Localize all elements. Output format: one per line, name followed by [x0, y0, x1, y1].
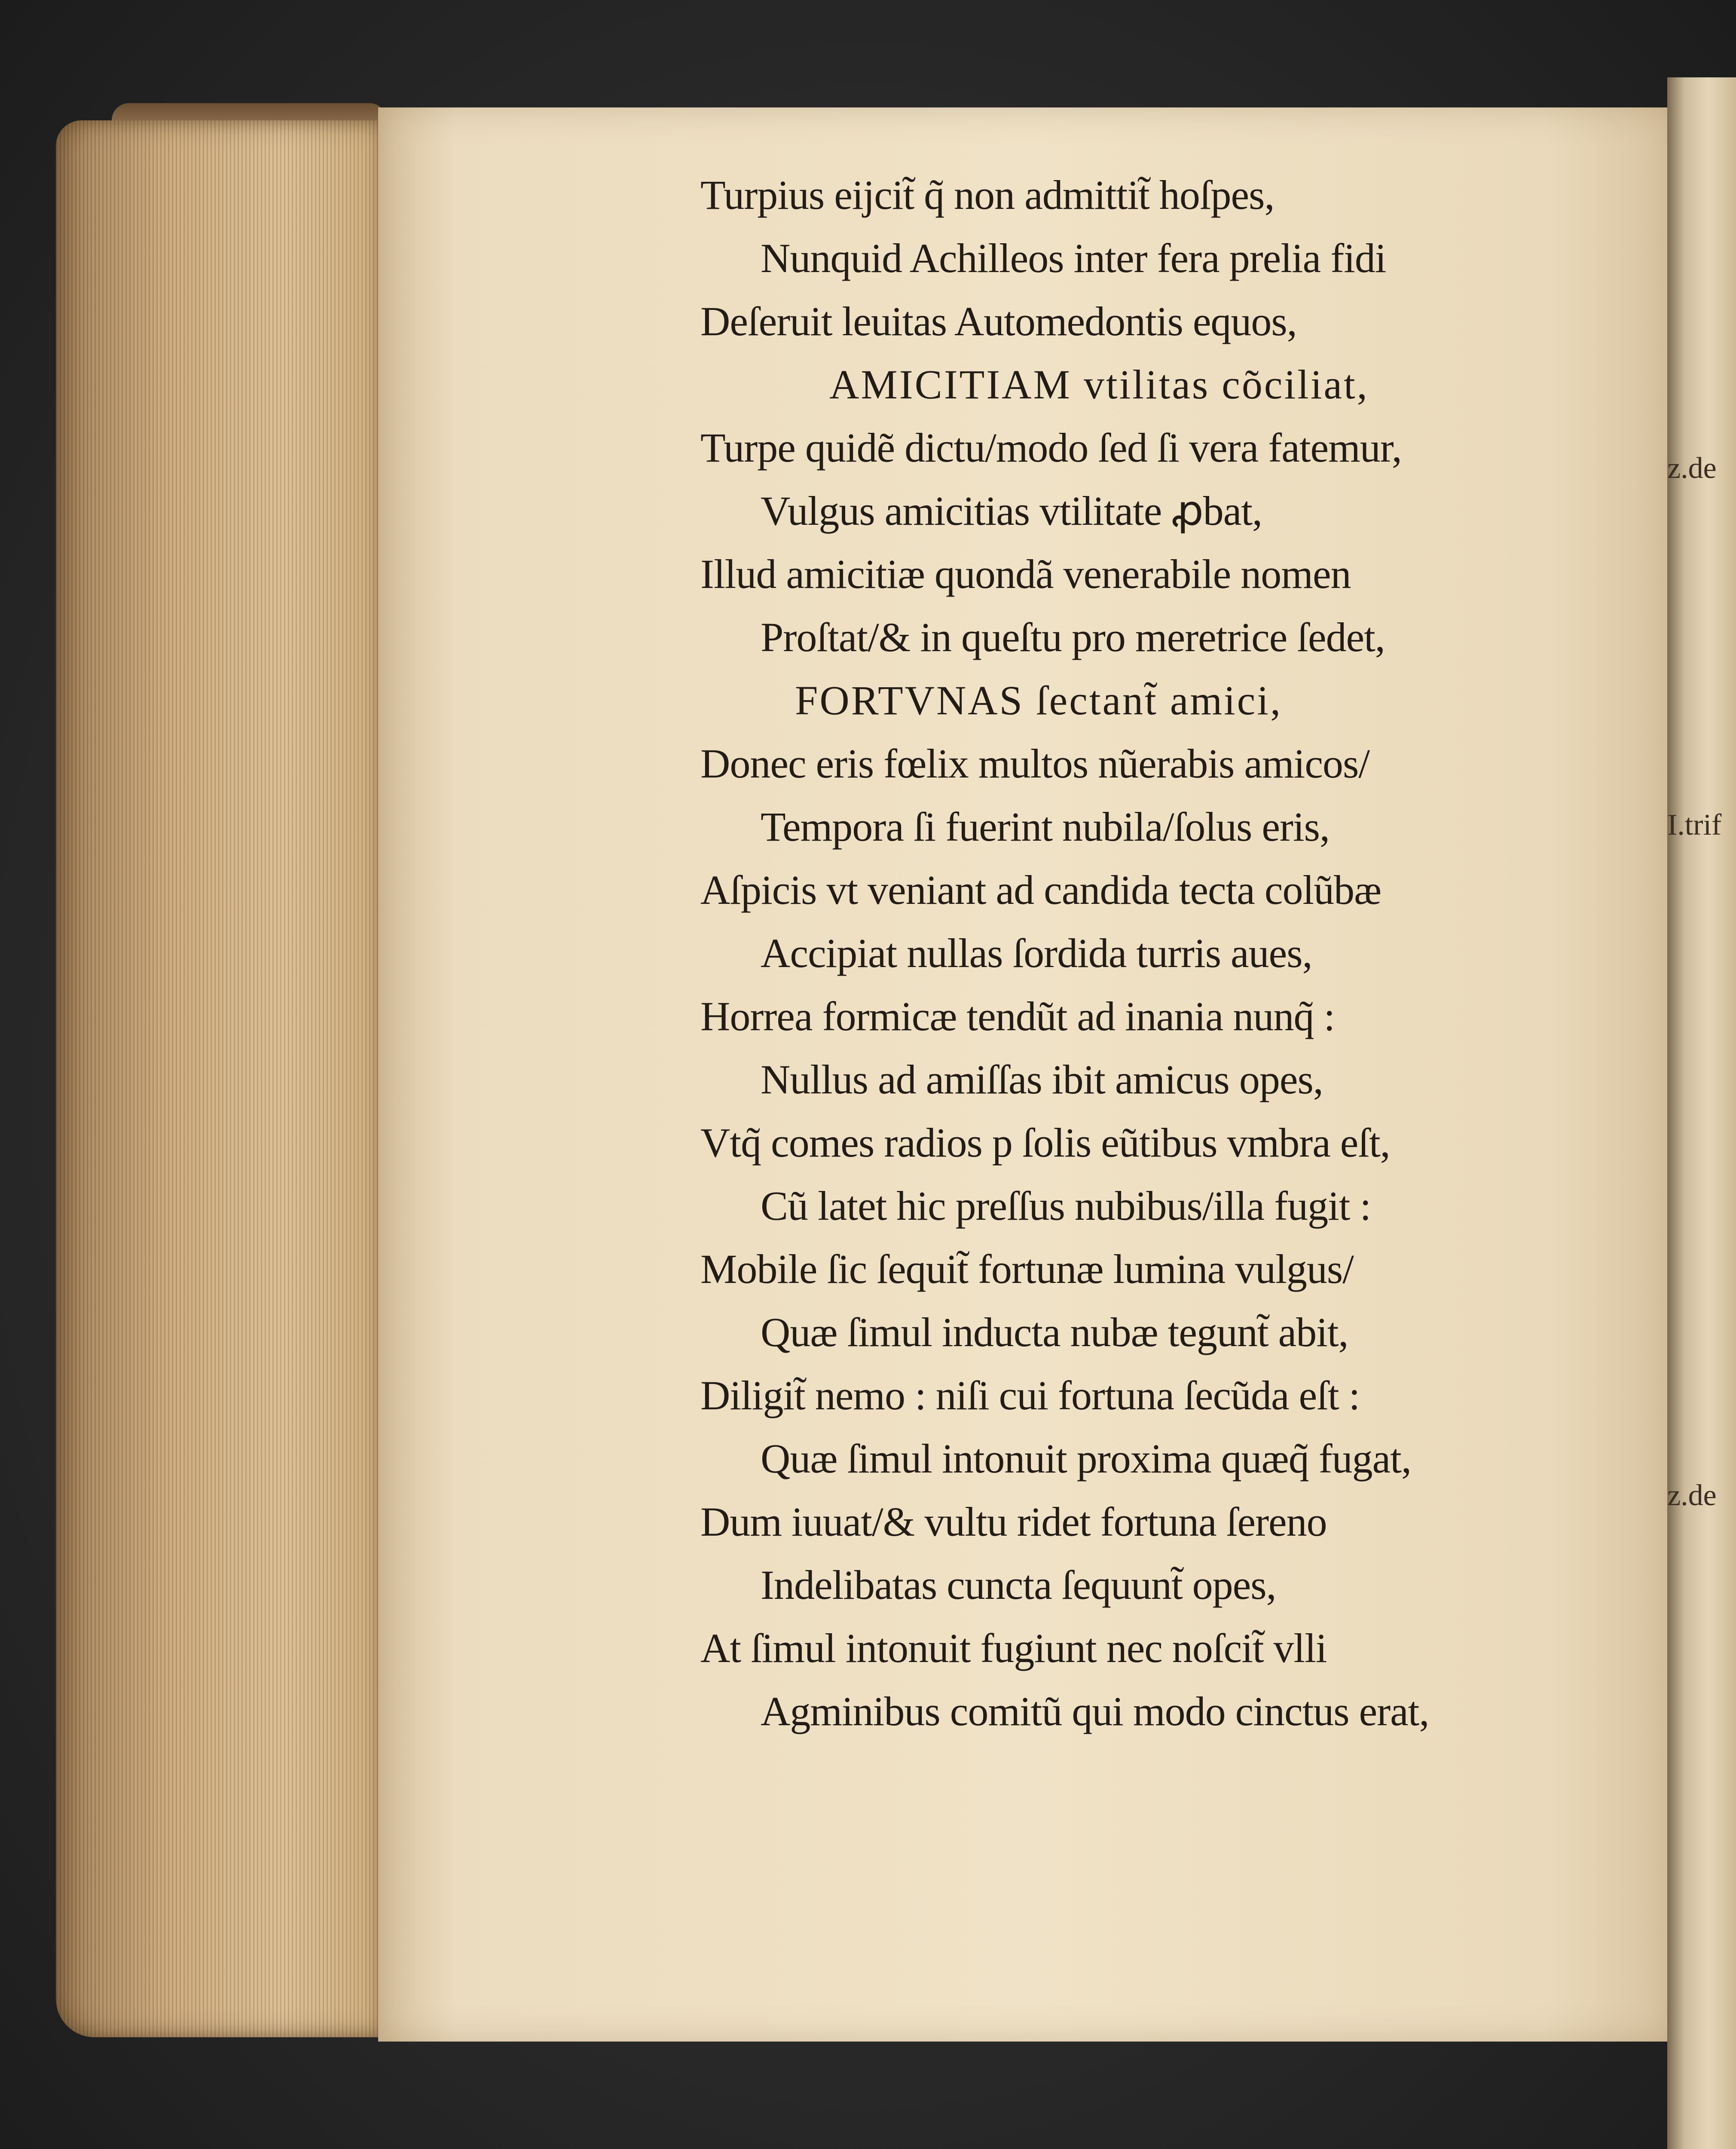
verse-line: Nunquid Achilleos inter fera prelia fidi	[761, 235, 1386, 281]
verse-line: Diligit̃ nemo : niſi cui fortuna ſecũda eſt :	[700, 1372, 1360, 1418]
verse-line: Accipiat nullas ſordida turris aues,	[761, 930, 1312, 976]
verse-text-block	[700, 163, 1646, 1743]
verse-line: Horrea formicæ tendũt ad inania nunq̃ :	[700, 993, 1335, 1039]
verse-line: Quæ ſimul intonuit proxima quæq̃ fugat,	[761, 1436, 1411, 1482]
verse-line: Cũ latet hic preſſus nubibus/illa fugit :	[761, 1183, 1371, 1229]
verse-line: Turpius eijcit̃ q̃ non admittit̃ hoſpes,	[700, 172, 1274, 218]
verse-line: Agminibus comitũ qui modo cinctus erat,	[761, 1688, 1429, 1734]
verse-line: Quæ ſimul inducta nubæ tegunt̃ abit,	[761, 1309, 1348, 1355]
margin-note: z.de	[1667, 1479, 1717, 1512]
verse-line: Tempora ſi fuerint nubila/ſolus eris,	[761, 804, 1330, 850]
verse-line: Vulgus amicitias vtilitate ꝓbat,	[761, 488, 1262, 534]
verse-line: At ſimul intonuit fugiunt nec noſcit̃ vlli	[700, 1625, 1327, 1671]
adjacent-page-strip	[1667, 77, 1736, 2149]
margin-note: z.de	[1667, 452, 1717, 485]
verse-line: Proſtat/& in queſtu pro meretrice ſedet,	[761, 614, 1385, 660]
verse-line: Dum iuuat/& vultu ridet fortuna ſereno	[700, 1499, 1327, 1545]
verse-line: Deſeruit leuitas Automedontis equos,	[700, 298, 1297, 344]
verse-line: Vtq̃ comes radios p ſolis eũtibus vmbra eſt,	[700, 1120, 1390, 1166]
section-heading: FORTVNAS ſectant̃ amici,	[795, 677, 1283, 723]
verse-line: Illud amicitiæ quondã venerabile nomen	[700, 551, 1351, 597]
verse-line: Indelibatas cuncta ſequunt̃ opes,	[761, 1562, 1276, 1608]
verse-line: Nullus ad amiſſas ibit amicus opes,	[761, 1056, 1323, 1102]
book-fore-edge	[56, 120, 382, 2037]
verse-line: Turpe quidẽ dictu/modo ſed ſi vera fatemur,	[700, 425, 1402, 471]
verse-line: Aſpicis vt veniant ad candida tecta colũbæ	[700, 867, 1381, 913]
margin-note: I.trif	[1667, 808, 1722, 842]
verse-line: Donec eris fœlix multos nũerabis amicos/	[700, 741, 1369, 787]
section-heading: AMICITIAM vtilitas cõciliat,	[829, 361, 1369, 407]
verse-line: Mobile ſic ſequit̃ fortunæ lumina vulgus/	[700, 1246, 1354, 1292]
